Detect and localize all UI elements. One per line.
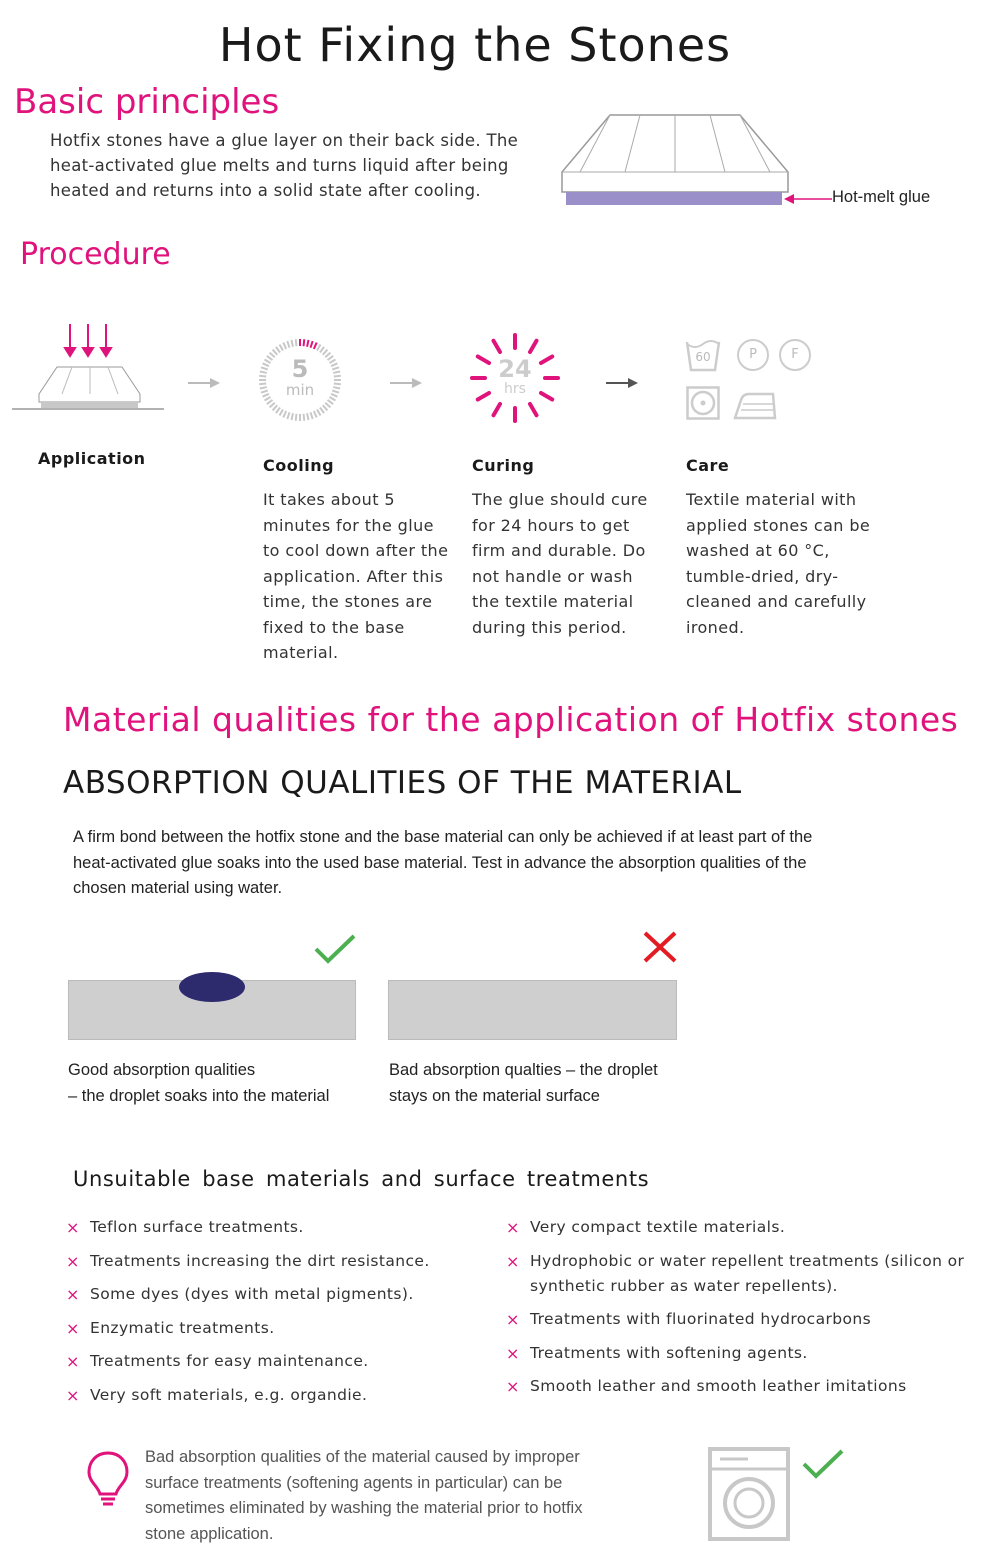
step-title-care: Care (686, 456, 730, 475)
arrow-left-icon (784, 192, 832, 206)
cross-icon (642, 930, 678, 964)
page-title: Hot Fixing the Stones (218, 18, 732, 72)
bad-absorption-caption: Bad absorption qualties – the droplet stays on the material surface (389, 1061, 658, 1105)
good-absorption-caption: Good absorption qualities – the droplet soaks into the material (68, 1061, 330, 1105)
curing-value: 24 (498, 355, 532, 383)
basic-principles-text: Hotfix stones have a glue layer on their back side. The heat-activated glue melts and turns liquid after being heated and returns into a solid state after cooling. (50, 131, 519, 200)
arrow-right-icon (606, 376, 638, 390)
cross-mark-icon: × (66, 1285, 80, 1304)
bad-absorption-material (388, 980, 677, 1040)
step-title-application: Application (38, 449, 146, 468)
list-item: × Hydrophobic or water repellent treatments (silicon or synthetic rubber as water repellents). (506, 1249, 976, 1299)
curing-24-hrs-icon (470, 333, 560, 423)
list-item: × Some dyes (dyes with metal pigments). (66, 1282, 486, 1307)
cross-mark-icon: × (66, 1251, 80, 1271)
step-title-cooling: Cooling (263, 456, 335, 475)
step-text-care: Textile material with applied stones can be washed at 60 °C, tumble-dried, dry-cleaned and carefully ironed. (686, 490, 871, 637)
timer-value: 5 (291, 355, 309, 383)
cross-mark-icon: × (506, 1218, 520, 1237)
procedure-heading: Procedure (20, 237, 171, 272)
cross-mark-icon: × (66, 1218, 80, 1237)
tumble-dry-icon (686, 386, 720, 420)
list-item: × Teflon surface treatments. (66, 1215, 486, 1240)
cross-mark-icon: × (506, 1310, 520, 1329)
glue-layer (566, 192, 782, 205)
list-item: × Treatments with fluorinated hydrocarbons (506, 1307, 976, 1332)
list-item: × Very compact textile materials. (506, 1215, 976, 1240)
timer-5-min-icon (257, 337, 343, 423)
absorbed-droplet (179, 972, 245, 1002)
dry-clean-f-icon: F (779, 339, 811, 371)
unsuitable-heading: Unsuitable base materials and surface treatments (73, 1167, 650, 1191)
curing-unit: hrs (504, 381, 526, 397)
list-item: × Enzymatic treatments. (66, 1316, 486, 1341)
list-item: × Treatments for easy maintenance. (66, 1349, 486, 1374)
unsuitable-list-left (66, 1215, 486, 1416)
wash-60-icon (685, 338, 721, 372)
absorption-heading: ABSORPTION QUALITIES OF THE MATERIAL (63, 765, 742, 801)
lightbulb-icon (86, 1450, 130, 1508)
list-item: × Treatments increasing the dirt resistance. (66, 1249, 486, 1274)
wash-temp: 60 (695, 350, 711, 364)
cross-mark-icon: × (506, 1377, 520, 1396)
material-qualities-heading: Material qualities for the application of Hotfix stones (63, 700, 959, 739)
timer-unit: min (285, 381, 315, 399)
step-text-curing: The glue should cure for 24 hours to get firm and durable. Do not handle or wash the textile material during this period. (472, 490, 648, 637)
cross-mark-icon: × (66, 1318, 80, 1338)
list-item: × Treatments with softening agents. (506, 1341, 976, 1366)
absorption-text: A firm bond between the hotfix stone and the base material can only be achieved if at least part of the heat-activated glue soaks into the used base material. Test in advance the absorption qualities of the chosen material using water. (73, 828, 813, 897)
tip-text: Bad absorption qualities of the material caused by improper surface treatments (softening agents in particular) can be sometimes eliminated by washing the material prior to hotfix stone application. (145, 1448, 583, 1543)
cross-mark-icon: × (506, 1251, 520, 1271)
checkmark-icon (313, 933, 357, 965)
dry-clean-p-icon: P (737, 339, 769, 371)
stone-cross-section-diagram (560, 112, 790, 212)
step-text-cooling: It takes about 5 minutes for the glue to cool down after the application. After this time, the stones are fixed to the base material. (263, 490, 449, 662)
basic-principles-heading: Basic principles (14, 82, 280, 122)
step-title-curing: Curing (472, 456, 535, 475)
application-icon (12, 322, 164, 414)
washing-machine-icon (708, 1447, 790, 1541)
arrow-right-icon (390, 376, 422, 390)
cross-mark-icon: × (506, 1343, 520, 1363)
list-item: × Smooth leather and smooth leather imitations (506, 1374, 976, 1399)
unsuitable-list-right (506, 1215, 976, 1408)
cross-mark-icon: × (66, 1352, 80, 1371)
hot-melt-glue-label: Hot-melt glue (832, 188, 931, 206)
list-item: × Very soft materials, e.g. organdie. (66, 1383, 486, 1408)
iron-icon (733, 390, 777, 420)
checkmark-icon (801, 1448, 845, 1480)
arrow-right-icon (188, 376, 220, 390)
cross-mark-icon: × (66, 1385, 80, 1405)
